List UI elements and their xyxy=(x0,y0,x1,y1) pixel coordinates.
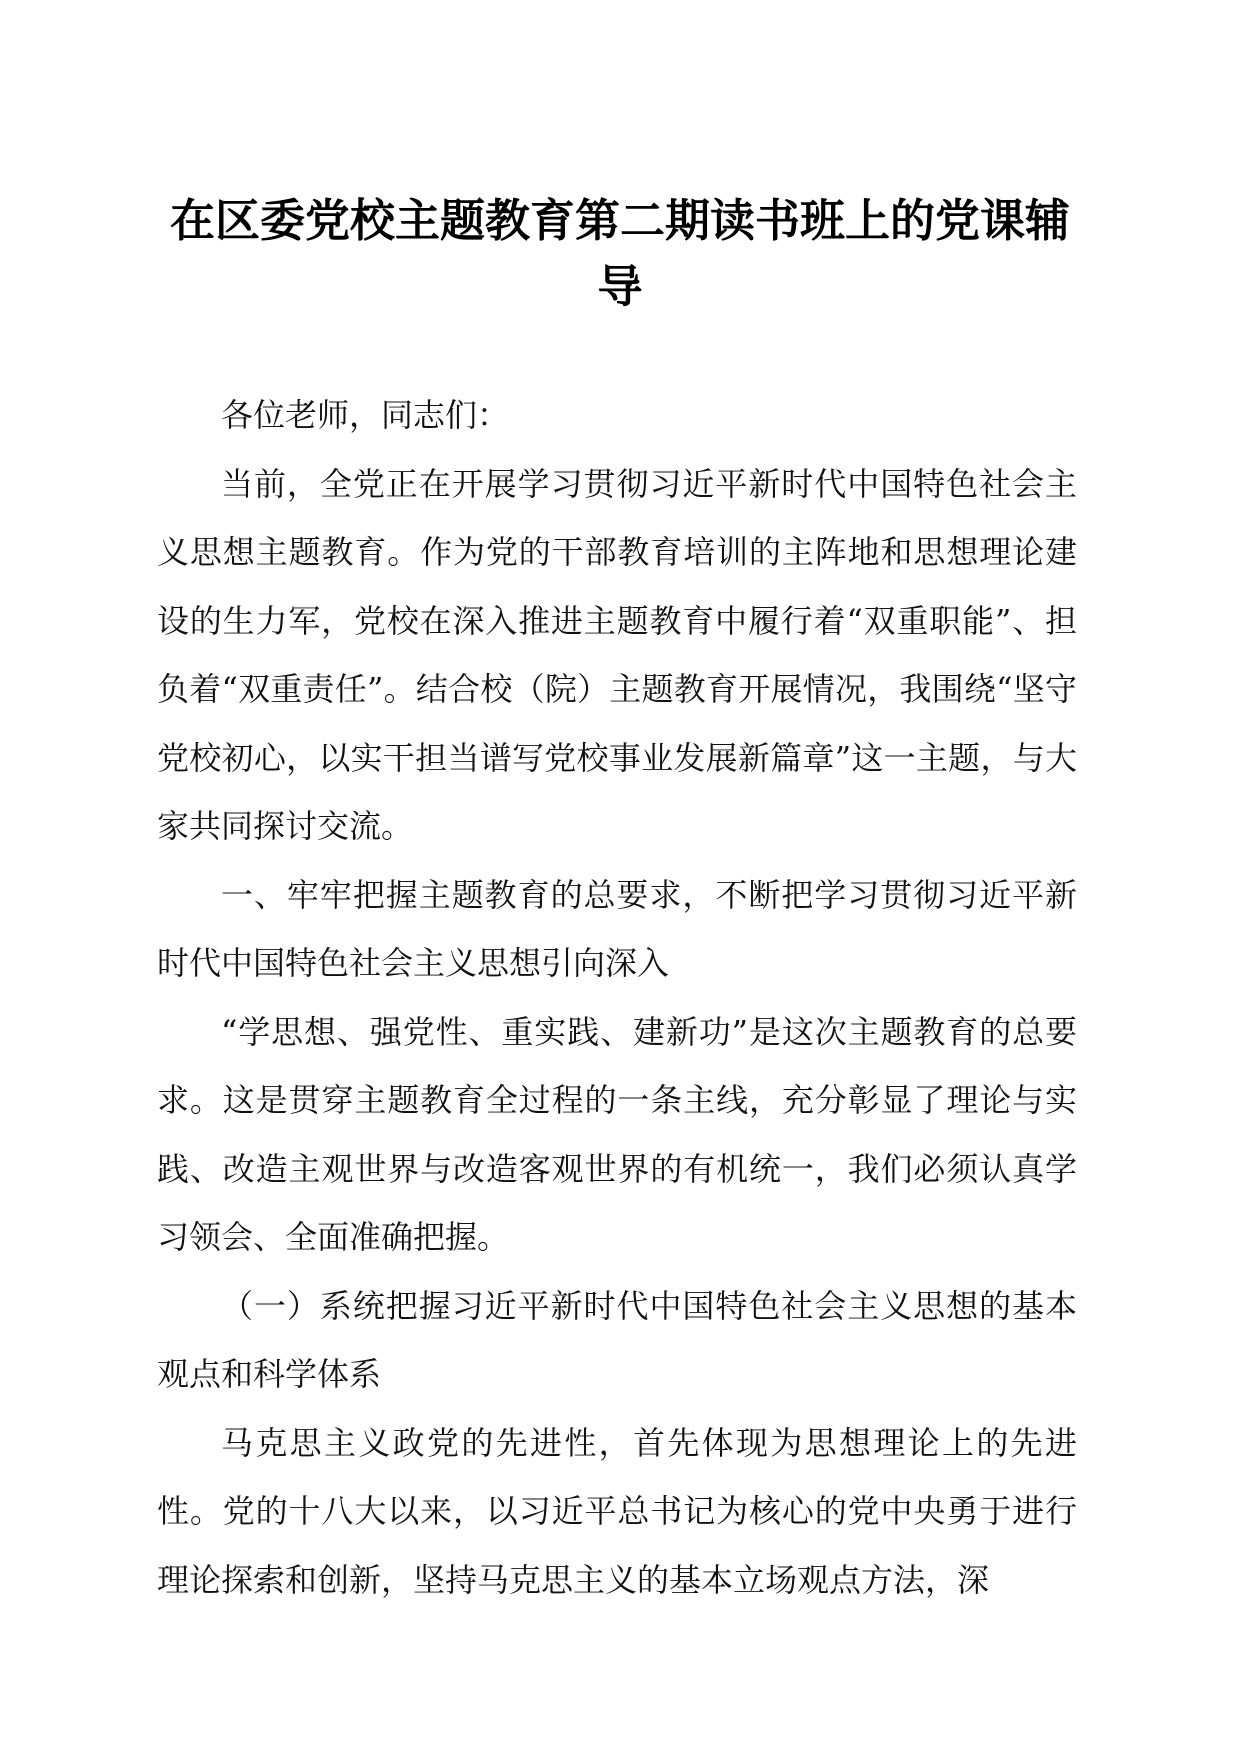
salutation-paragraph: 各位老师，同志们： xyxy=(221,396,510,434)
document-title: 在区委党校主题教育第二期读书班上的党课辅导 xyxy=(169,194,1070,313)
section-heading-1: 一、牢牢把握主题教育的总要求，不断把学习贯彻习近平新时代中国特色社会主义思想引向深入 xyxy=(157,875,1077,982)
body-paragraph: “学思想、强党性、重实践、建新功”是这次主题教育的总要求。这是贯穿主题教育全过程的一条主线，充分彰显了理论与实践、改造主观世界与改造客观世界的有机统一，我们必须认真学习领会、全面准确把握。 xyxy=(157,1012,1077,1256)
document-body xyxy=(157,381,1077,1614)
intro-paragraph: 当前，全党正在开展学习贯彻习近平新时代中国特色社会主义思想主题教育。作为党的干部教育培训的主阵地和思想理论建设的生力军，党校在深入推进主题教育中履行着“双重职能”、担负着“双重责任”。结合校（院）主题教育开展情况，我围绕“坚守党校初心，以实干担当谱写党校事业发展新篇章”这一主题，与大家共同探讨交流。 xyxy=(157,464,1077,845)
subsection-heading-1: （一）系统把握习近平新时代中国特色社会主义思想的基本观点和科学体系 xyxy=(157,1286,1077,1393)
body-paragraph: 马克思主义政党的先进性，首先体现为思想理论上的先进性。党的十八大以来，以习近平总书记为核心的党中央勇于进行理论探索和创新，坚持马克思主义的基本立场观点方法，深 xyxy=(157,1423,1077,1599)
